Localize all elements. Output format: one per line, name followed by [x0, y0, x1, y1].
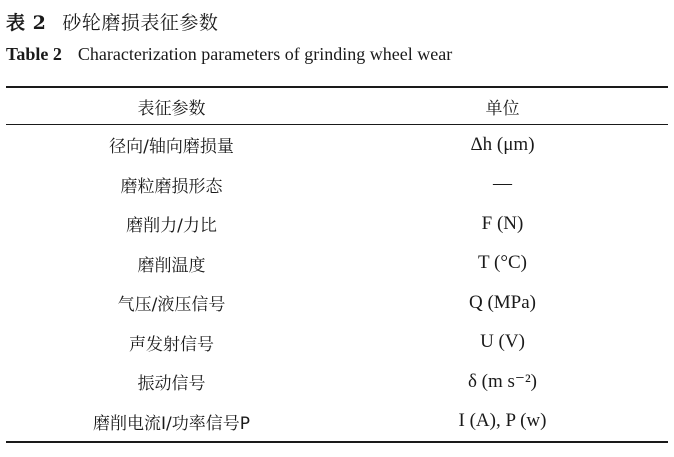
header-parameter: 表征参数 [6, 87, 337, 125]
table-header-row [6, 87, 668, 125]
unit-cell: δ (m s⁻²) [467, 371, 537, 393]
table-number-cn: 表 2 [6, 12, 47, 34]
parameter-cell: 磨削温度 [137, 255, 206, 276]
parameter-cell: 气压/液压信号 [117, 295, 226, 316]
unit-cell: F (N) [481, 212, 524, 234]
parameter-cell: 径向/轴向磨损量 [109, 137, 234, 158]
unit-cell: T (°C) [478, 252, 527, 274]
table-row [6, 362, 668, 402]
header-unit: 单位 [337, 87, 668, 125]
unit-cell: Δh (μm) [470, 133, 535, 155]
parameter-cell: 磨削电流I/功率信号P [6, 402, 337, 443]
parameters-table [6, 86, 668, 443]
table-row [6, 323, 668, 363]
table-title-cn: 砂轮磨损表征参数 [62, 12, 219, 34]
unit-cell: U (V) [480, 331, 525, 353]
table-caption-english [6, 44, 452, 65]
table-title-en: Characterization parameters of grinding wheel wear [77, 44, 453, 64]
parameter-cell: 振动信号 [137, 374, 206, 395]
table-caption-chinese [6, 8, 218, 35]
unit-cell: — [493, 173, 512, 195]
parameter-cell: 声发射信号 [129, 334, 214, 355]
table-row [6, 402, 668, 443]
parameter-cell: 磨粒磨损形态 [120, 176, 223, 197]
unit-cell: Q (MPa) [468, 291, 537, 313]
table-row [6, 283, 668, 323]
unit-cell: I (A), P (w) [337, 402, 668, 443]
table-row [6, 165, 668, 205]
table-row [6, 244, 668, 284]
parameter-cell: 磨削力/力比 [126, 216, 217, 237]
table-number-en: Table 2 [6, 44, 62, 64]
table-row [6, 125, 668, 165]
table-row [6, 204, 668, 244]
